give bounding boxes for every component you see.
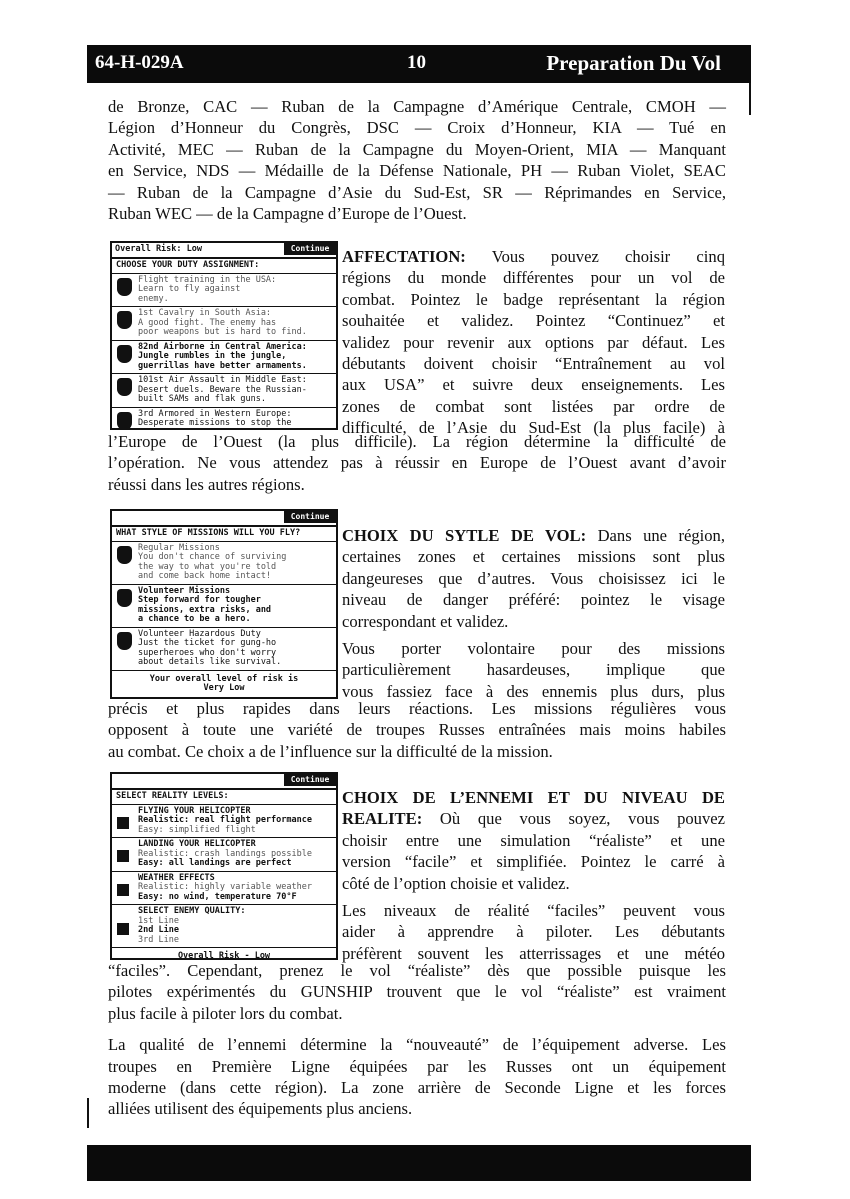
enemy-quality-row[interactable] (112, 905, 336, 948)
assignment-row[interactable] (112, 408, 336, 431)
row-line: poor weapons but is hard to find. (138, 327, 307, 337)
badge-icon[interactable] (117, 412, 132, 430)
section-style-cont (108, 698, 726, 762)
text-line: — Ruban de la Campagne d’Asie du Sud-Est, SR — Réprimandes en Service, (108, 182, 726, 202)
duty-assignment-screenshot (110, 241, 338, 430)
margin-rule (749, 83, 751, 115)
reality-levels-screenshot (110, 772, 338, 960)
text-line: choisir entre une simulation “réaliste” et une (342, 830, 725, 850)
text-line: précis et plus rapides dans leurs réactions. Les missions régulières vous (108, 699, 726, 718)
text-line: au combat. Ce choix a de l’influence sur la difficulté de la mission. (108, 741, 553, 761)
row-line: about details like survival. (138, 657, 282, 667)
face-icon[interactable] (117, 589, 132, 607)
badge-icon[interactable] (117, 311, 132, 329)
reality-row[interactable] (112, 805, 336, 839)
row-line: Realistic: crash landings possible (138, 848, 312, 859)
row-line: WEATHER EFFECTS (138, 872, 215, 883)
section-title: Preparation Du Vol (546, 51, 721, 75)
text-line: l’opération. Ne vous attendez pas à réussir en Europe de l’Ouest avant d’avoir (108, 453, 726, 473)
text-line: réussi dans les autres régions. (108, 474, 305, 494)
text-line: de Bronze, CAC — Ruban de la Campagne d’Amérique Centrale, CMOH — (108, 97, 726, 116)
text-line: Vous porter volontaire pour des missions (342, 639, 725, 659)
row-line: Regular Missions (138, 542, 220, 553)
risk-summary: Overall Risk - Low (177, 951, 271, 960)
screen-heading: SELECT REALITY LEVELS: (112, 790, 336, 805)
continue-button[interactable]: Continue (284, 774, 336, 786)
assignment-row[interactable] (112, 307, 336, 341)
checkbox-icon[interactable] (117, 884, 129, 896)
intro-text (108, 96, 726, 224)
page-footer-bar (87, 1145, 751, 1181)
margin-rule (87, 1098, 89, 1128)
row-line: Volunteer Hazardous Duty (138, 628, 261, 639)
text-line: l’Europe de l’Ouest (la plus difficile). La région détermine la difficulté de (108, 432, 726, 451)
row-line: Easy: all landings are perfect (138, 858, 292, 868)
section-heading: AFFECTATION: (342, 247, 466, 266)
text-line: débutants doivent choisir “Entraînement au vol (342, 354, 725, 374)
row-line: 3rd Armored in Western Europe: (138, 408, 292, 419)
row-line: Desperate missions to stop the (138, 418, 292, 428)
row-line (138, 429, 334, 431)
risk-value: Very Low (203, 683, 245, 693)
checkbox-icon[interactable] (117, 923, 129, 935)
row-line: Desert duels. Beware the Russian- (138, 384, 307, 395)
row-line: missions, extra risks, and (138, 604, 272, 615)
row-line: Flight training in the USA: (138, 274, 277, 285)
assignment-row[interactable] (112, 374, 336, 408)
row-line: a chance to be a hero. (138, 614, 251, 624)
row-line: LANDING YOUR HELICOPTER (138, 839, 256, 849)
continue-button[interactable]: Continue (284, 243, 336, 255)
risk-line: Your overall level of risk is (149, 673, 299, 684)
screen-topbar (112, 243, 336, 259)
text-line: pilotes expérimentés du GUNSHIP trouvent que le vol “réaliste” est vraiment (108, 982, 726, 1002)
screen-heading: WHAT STYLE OF MISSIONS WILL YOU FLY? (112, 527, 336, 542)
text-line: plus facile à piloter lors du combat. (108, 1003, 343, 1023)
row-line: Step forward for tougher (138, 595, 261, 605)
badge-icon[interactable] (117, 278, 132, 296)
row-line: Volunteer Missions (138, 585, 231, 596)
badge-icon[interactable] (117, 345, 132, 363)
row-line: guerrillas have better armaments. (138, 360, 307, 371)
mission-row[interactable] (112, 628, 336, 671)
text-line: moderne (dans cette région). La zone arrière de Seconde Ligne et les forces (108, 1078, 726, 1098)
reality-row[interactable] (112, 872, 336, 906)
text-line (342, 246, 725, 267)
section-heading-cont: REALITE: (342, 809, 423, 829)
text-line: “faciles”. Cependant, prenez le vol “réaliste” dès que possible puisque les (108, 961, 726, 980)
text-line (342, 808, 725, 829)
screen-topbar (112, 511, 336, 527)
text-line: Activité, MEC — Ruban de la Campagne du Moyen-Orient, MIA — Manquant (108, 139, 726, 159)
row-line: the way to what you're told (138, 561, 277, 572)
row-line: and come back home intact! (138, 571, 272, 581)
continue-button[interactable]: Continue (284, 511, 336, 523)
text-line: version “facile” et simplifiée. Pointez le carré à (342, 852, 725, 872)
text-line: difficulté, de l’Asie du Sud-Est (la plus facile) à (342, 418, 725, 438)
section-heading: CHOIX DE L’ENNEMI ET DU NIVEAU DE (342, 788, 725, 807)
row-line: Easy: no wind, temperature 70°F (138, 891, 297, 902)
risk-label: Overall Risk: Low (115, 244, 202, 254)
row-line: enemy. (138, 293, 169, 304)
text-line: vous fassiez face à des ennemis plus durs, plus (342, 681, 725, 701)
row-line: 1st Cavalry in South Asia: (138, 308, 272, 318)
text-line: particulièrement hasardeuses, implique que (342, 660, 725, 680)
text-line: Les niveaux de réalité “faciles” peuvent vous (342, 901, 725, 921)
assignment-row[interactable] (112, 274, 336, 308)
row-line: Realistic: highly variable weather (138, 882, 312, 892)
checkbox-icon[interactable] (117, 817, 129, 829)
text-line: certaines zones et certaines missions sont plus (342, 547, 725, 567)
text-span: Dans une région, (597, 526, 725, 545)
section-reality-cont (108, 960, 726, 1120)
row-line: Learn to fly against (138, 284, 241, 294)
row-line: 2nd Line (138, 925, 179, 935)
text-line: préfèrent souvent les atterrissages et une météo (342, 943, 725, 963)
row-line: Realistic: real flight performance (138, 815, 312, 825)
text-line: aux USA” et suivre deux enseignements. Les (342, 375, 725, 395)
page-number: 10 (407, 52, 426, 73)
mission-row[interactable] (112, 585, 336, 628)
section-reality (342, 787, 725, 964)
section-affectation-cont (108, 431, 726, 495)
text-line: Légion d’Honneur du Congrès, DSC — Croix d’Honneur, KIA — Tué en (108, 118, 726, 138)
row-line: 3rd Line (138, 934, 179, 945)
text-line: troupes en Première Ligne équipées par les Russes ont un équipement (108, 1056, 726, 1076)
text-line: aider à apprendre à piloter. Les débutants (342, 922, 725, 942)
row-line: 1st Line (138, 915, 179, 926)
text-span: Où que vous soyez, vous pouvez (439, 809, 725, 829)
row-line: Easy: simplified flight (138, 824, 256, 835)
row-line: Just the ticket for gung-ho (138, 638, 277, 648)
row-line: SELECT ENEMY QUALITY: (138, 906, 246, 916)
checkbox-icon[interactable] (117, 850, 129, 862)
text-span: Vous pouvez choisir cinq (491, 247, 725, 266)
text-line: La qualité de l’ennemi détermine la “nouveauté” de l’équipement adverse. Les (108, 1035, 726, 1055)
row-line: Jungle rumbles in the jungle, (138, 351, 287, 361)
mission-row[interactable] (112, 542, 336, 585)
face-icon[interactable] (117, 546, 132, 564)
text-line: Ruban WEC — de la Campagne d’Europe de l’Ouest. (108, 204, 467, 224)
badge-icon[interactable] (117, 378, 132, 396)
text-line (342, 525, 725, 546)
text-line: côté de l’option choisie et validez. (342, 873, 570, 893)
mission-style-screenshot (110, 509, 338, 699)
row-line: 101st Air Assault in Middle East: (138, 375, 307, 385)
row-line: You don't chance of surviving (138, 552, 287, 562)
section-style (342, 525, 725, 702)
text-line: en Service, NDS — Médaille de la Défense Nationale, PH — Ruban Violet, SEAC (108, 161, 726, 181)
text-line: alliées utilisent des équipements plus anciens. (108, 1099, 413, 1119)
section-affectation (342, 246, 725, 439)
face-icon[interactable] (117, 632, 132, 650)
screen-heading: CHOOSE YOUR DUTY ASSIGNMENT: (112, 259, 336, 274)
row-line: built SAMs and flak guns. (138, 394, 266, 404)
page-header (87, 45, 751, 83)
text-line: dangeureses que d’autres. Vous choisissez ici le (342, 568, 725, 588)
text-line: correspondant et validez. (342, 611, 509, 631)
risk-summary (112, 671, 336, 698)
text-line: opposent à toute une variété de troupes Russes entraînées mais moins habiles (108, 720, 726, 740)
section-heading: CHOIX DU SYTLE DE VOL: (342, 526, 587, 545)
screen-topbar (112, 774, 336, 790)
row-line: A good fight. The enemy has (138, 317, 277, 328)
text-line: régions du monde différentes pour un vol de (342, 268, 725, 288)
text-line: niveau de danger préféré: pointez le visage (342, 590, 725, 610)
row-line: 82nd Airborne in Central America: (138, 341, 307, 352)
row-line: superheroes who don't worry (138, 647, 277, 658)
text-line: combat. Pointez le badge représentant la région (342, 289, 725, 309)
assignment-row[interactable] (112, 341, 336, 375)
text-line: souhaitée et validez. Pointez “Continuez” et (342, 311, 725, 331)
spacer (108, 1024, 726, 1034)
reality-row[interactable] (112, 838, 336, 872)
text-line: zones de combat sont listées par ordre de (342, 396, 725, 416)
row-line: FLYING YOUR HELICOPTER (138, 805, 251, 816)
text-line: validez pour revenir aux options par défaut. Les (342, 332, 725, 352)
doc-id: 64-H-029A (95, 52, 184, 73)
